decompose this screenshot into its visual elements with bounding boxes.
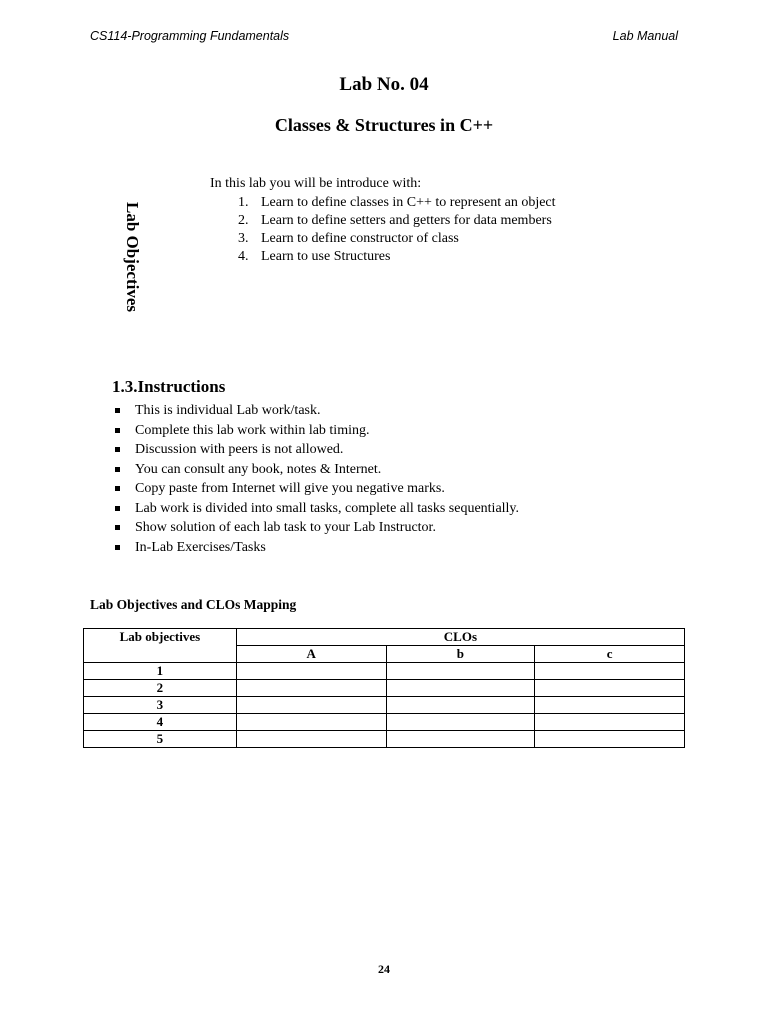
instruction-text: Copy paste from Internet will give you negative marks. [135, 481, 445, 496]
instruction-item [112, 479, 519, 499]
lab-number-heading: Lab No. 04 [339, 74, 429, 95]
instruction-text: Lab work is divided into small tasks, complete all tasks sequentially. [135, 500, 520, 516]
instructions-list [112, 401, 519, 557]
mapping-heading: Lab Objectives and CLOs Mapping [90, 597, 297, 612]
mapping-cell [236, 663, 386, 680]
objective-item [238, 212, 556, 230]
mapping-cell [535, 697, 685, 714]
page-number: 24 [378, 962, 390, 976]
square-bullet-icon [115, 447, 120, 452]
mapping-cell [236, 731, 386, 748]
instruction-item [112, 499, 519, 519]
objective-number-cell: 1 [84, 663, 237, 680]
lab-objectives-side-label: Lab Objectives [123, 201, 142, 313]
mapping-cell [236, 680, 386, 697]
square-bullet-icon [115, 486, 120, 491]
mapping-cell [386, 714, 535, 731]
mapping-cell [236, 697, 386, 714]
objectives-list [238, 194, 556, 266]
table-row [84, 697, 685, 714]
objectives-intro: In this lab you will be introduce with: [210, 176, 422, 191]
square-bullet-icon [115, 428, 120, 433]
objective-text: Learn to define constructor of class [261, 231, 459, 246]
objective-item [238, 194, 556, 212]
mapping-cell [535, 714, 685, 731]
table-row [84, 663, 685, 680]
objective-item [238, 230, 556, 248]
instruction-text: Show solution of each lab task to your Lab Instructor. [135, 520, 436, 535]
square-bullet-icon [115, 525, 120, 530]
mapping-cell [535, 680, 685, 697]
instruction-item [112, 460, 519, 480]
objective-number: 3. [238, 231, 249, 246]
objective-number-cell: 4 [84, 714, 237, 731]
instruction-item [112, 518, 519, 538]
square-bullet-icon [115, 545, 120, 550]
instruction-text: Complete this lab work within lab timing. [135, 422, 370, 438]
objective-number-cell: 2 [84, 680, 237, 697]
mapping-cell [386, 697, 535, 714]
clos-column-header: CLOs [236, 629, 684, 646]
table-row [84, 714, 685, 731]
header-manual-label: Lab Manual [612, 29, 678, 43]
table-row [84, 731, 685, 748]
clo-mapping-table [83, 628, 685, 748]
square-bullet-icon [115, 467, 120, 472]
objective-number-cell: 5 [84, 731, 237, 748]
mapping-cell [386, 680, 535, 697]
instructions-heading: 1.3.Instructions [112, 377, 226, 396]
table-header-row [84, 629, 685, 646]
objective-text: Learn to define setters and getters for data members [261, 213, 552, 228]
objective-number: 1. [238, 195, 249, 210]
objective-text: Learn to use Structures [261, 249, 391, 264]
instruction-text: You can consult any book, notes & Internet. [135, 461, 382, 477]
objective-item [238, 248, 556, 266]
clo-subheader: b [386, 646, 535, 663]
instruction-item [112, 421, 519, 441]
instruction-item [112, 538, 519, 558]
lab-objectives-column-header: Lab objectives [84, 629, 237, 663]
instruction-item [112, 440, 519, 460]
mapping-cell [386, 663, 535, 680]
mapping-cell [236, 714, 386, 731]
clo-subheader: c [535, 646, 685, 663]
instruction-text: Discussion with peers is not allowed. [135, 442, 344, 457]
instruction-text: In-Lab Exercises/Tasks [135, 539, 266, 555]
square-bullet-icon [115, 506, 120, 511]
lab-title-heading: Classes & Structures in C++ [274, 115, 494, 135]
objective-number: 2. [238, 213, 249, 228]
clo-subheader: A [236, 646, 386, 663]
objective-text: Learn to define classes in C++ to represent an object [261, 195, 556, 210]
table-row [84, 680, 685, 697]
instruction-item [112, 401, 519, 421]
instruction-text: This is individual Lab work/task. [135, 403, 321, 418]
mapping-cell [386, 731, 535, 748]
mapping-cell [535, 663, 685, 680]
header-course-title: CS114-Programming Fundamentals [90, 29, 290, 43]
objective-number: 4. [238, 249, 249, 264]
mapping-cell [535, 731, 685, 748]
objective-number-cell: 3 [84, 697, 237, 714]
square-bullet-icon [115, 408, 120, 413]
